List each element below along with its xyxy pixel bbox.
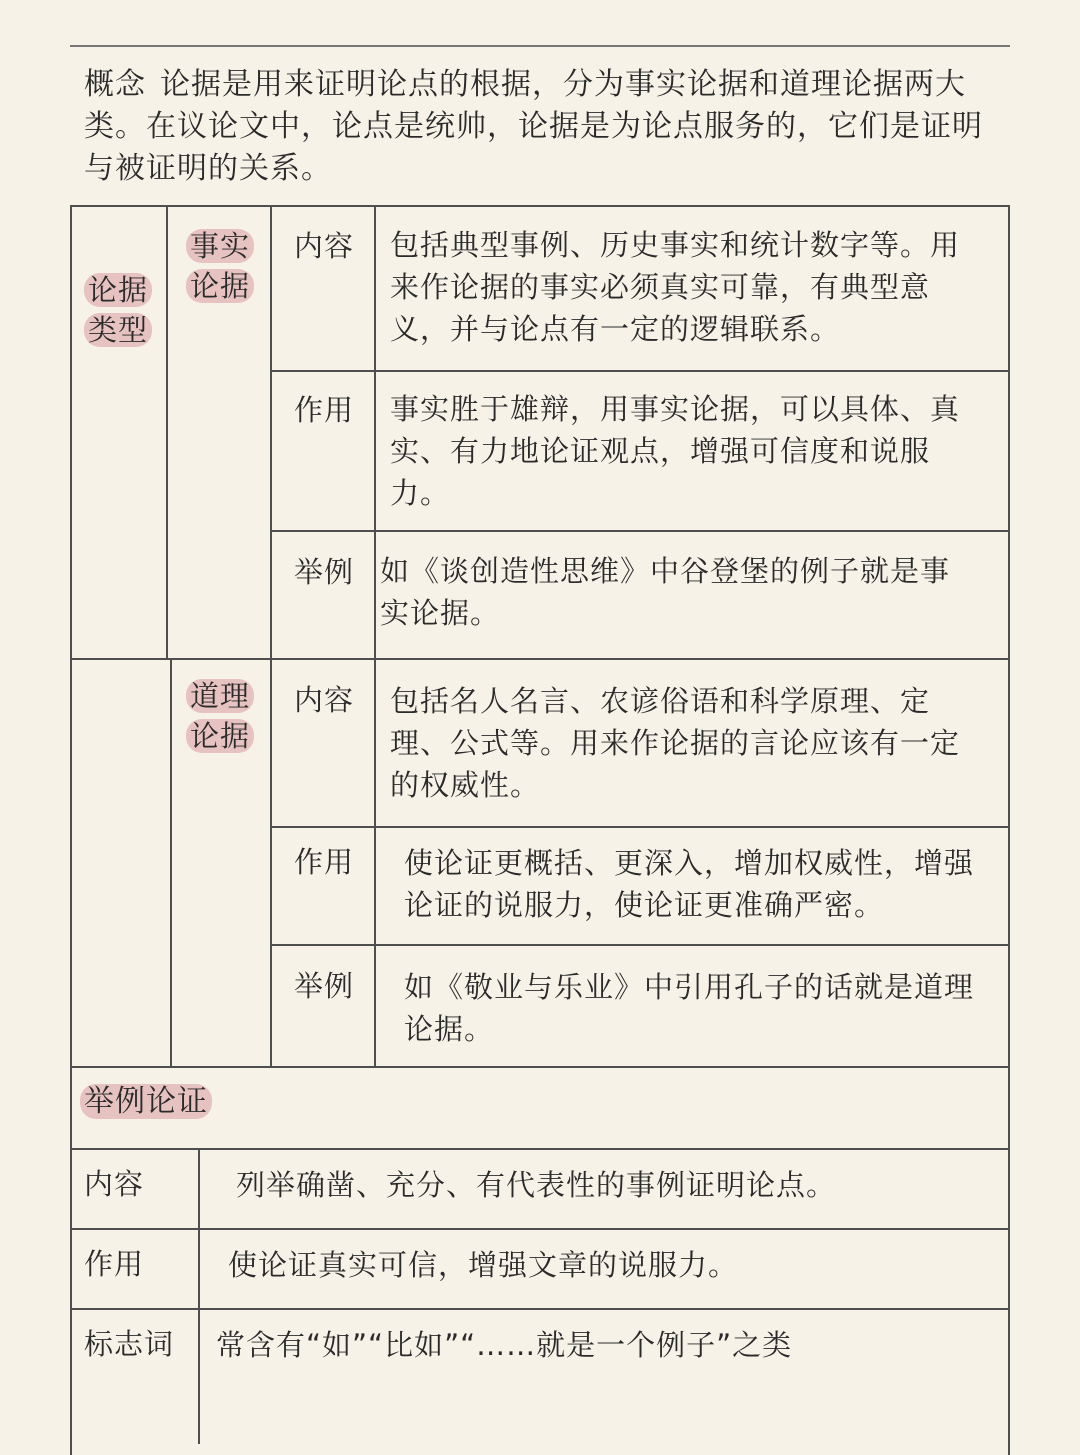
- table-line: [270, 205, 272, 1068]
- fact-content-text: 包括典型事例、历史事实和统计数字等。用来作论据的事实必须真实可靠，有典型意义，并与论点有一定的逻辑联系。: [390, 228, 961, 346]
- table-line: [70, 205, 1010, 207]
- argument-type-label: [84, 270, 154, 350]
- table-line: [270, 944, 1010, 946]
- table-line: [70, 1148, 1010, 1150]
- reason-evidence-label: [186, 676, 256, 756]
- table-line: [270, 826, 1010, 828]
- example-content-label: 内容: [84, 1167, 145, 1201]
- table-line: [70, 658, 1010, 660]
- table-line: [170, 658, 172, 1068]
- example-role-text: 使论证真实可信，增强文章的说服力。: [228, 1248, 739, 1282]
- example-argument-highlight: 举例论证: [80, 1084, 212, 1119]
- reason-example-label: 举例: [294, 969, 355, 1003]
- reason-evidence-highlight: 道理论据: [186, 679, 254, 753]
- table-line: [70, 205, 72, 1455]
- reason-example-text: 如《敬业与乐业》中引用孔子的话就是道理论据。: [404, 970, 975, 1046]
- example-argument-title: [80, 1082, 212, 1122]
- fact-evidence-highlight: 事实论据: [186, 229, 254, 303]
- fact-role-label: 作用: [294, 393, 355, 427]
- concept-paragraph: [84, 64, 994, 190]
- fact-role-text: 事实胜于雄辩，用事实论据，可以具体、真实、有力地论证观点，增强可信度和说服力。: [390, 392, 961, 510]
- fact-example-label: 举例: [294, 555, 355, 589]
- table-line: [70, 1066, 1010, 1068]
- fact-content-label: 内容: [294, 229, 355, 263]
- example-marker-text: 常含有“如”“比如”“……就是一个例子”之类: [216, 1328, 793, 1362]
- table-line: [166, 205, 168, 660]
- argument-type-highlight: 论据类型: [84, 273, 152, 347]
- table-line: [198, 1148, 200, 1444]
- table-line: [374, 205, 376, 1068]
- reason-role-label: 作用: [294, 845, 355, 879]
- table-line: [270, 370, 1010, 372]
- example-role-label: 作用: [84, 1247, 145, 1281]
- table-line: [1008, 205, 1010, 1455]
- reason-content-label: 内容: [294, 683, 355, 717]
- concept-label: 概念: [84, 67, 146, 102]
- table-line: [70, 1308, 1010, 1310]
- reason-role-text: 使论证更概括、更深入，增加权威性，增强论证的说服力，使论证更准确严密。: [404, 846, 975, 922]
- example-marker-label: 标志词: [84, 1327, 175, 1361]
- table-line: [270, 530, 1010, 532]
- example-content-text: 列举确凿、充分、有代表性的事例证明论点。: [236, 1168, 837, 1202]
- fact-evidence-label: [186, 226, 256, 306]
- table-line: [70, 1228, 1010, 1230]
- concept-text: 论据是用来证明论点的根据，分为事实论据和道理论据两大类。在议论文中，论点是统帅，论据是为论点服务的，它们是证明与被证明的关系。: [84, 67, 983, 186]
- top-divider: [70, 45, 1010, 47]
- reason-content-text: 包括名人名言、农谚俗语和科学原理、定理、公式等。用来作论据的言论应该有一定的权威性。: [390, 684, 961, 802]
- fact-example-text: 如《谈创造性思维》中谷登堡的例子就是事实论据。: [380, 554, 951, 630]
